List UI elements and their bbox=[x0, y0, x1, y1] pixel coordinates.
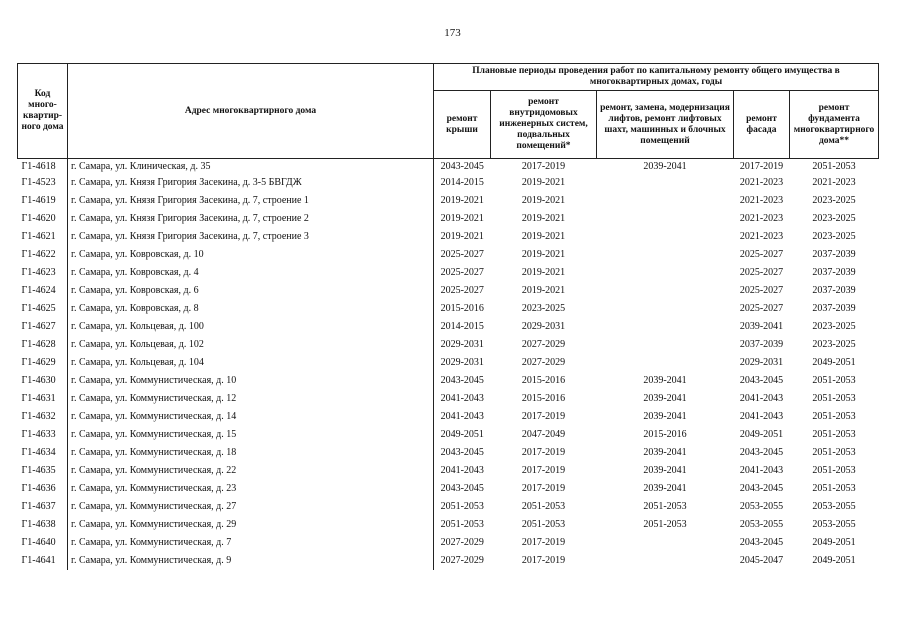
row-address: г. Самара, ул. Ковровская, д. 10 bbox=[68, 246, 434, 264]
row-roof: 2043-2045 bbox=[434, 444, 491, 462]
table-row bbox=[18, 159, 879, 175]
row-systems: 2051-2053 bbox=[521, 501, 566, 512]
row-code: Г1-4635 bbox=[21, 465, 56, 476]
table-row bbox=[18, 318, 879, 336]
row-facade: 2025-2027 bbox=[739, 285, 784, 296]
row-roof: 2049-2051 bbox=[434, 426, 491, 444]
row-address: г. Самара, ул. Коммунистическая, д. 29 bbox=[68, 516, 434, 534]
row-facade: 2049-2051 bbox=[739, 429, 784, 440]
row-lifts bbox=[597, 354, 734, 372]
row-facade: 2041-2043 bbox=[739, 393, 784, 404]
row-code: Г1-4618 bbox=[21, 161, 56, 172]
header-facade: ремонт фасада bbox=[734, 91, 790, 159]
row-lifts: 2039-2041 bbox=[643, 161, 687, 172]
table-row bbox=[18, 354, 879, 372]
row-lifts bbox=[597, 228, 734, 246]
row-facade: 2043-2045 bbox=[739, 375, 784, 386]
row-roof: 2041-2043 bbox=[434, 408, 491, 426]
row-foundation: 2053-2055 bbox=[812, 519, 856, 530]
row-roof: 2041-2043 bbox=[434, 390, 491, 408]
table-row bbox=[18, 300, 879, 318]
row-code: Г1-4625 bbox=[21, 303, 56, 314]
row-code: Г1-4636 bbox=[21, 483, 56, 494]
row-code: Г1-4619 bbox=[21, 195, 56, 206]
row-address: г. Самара, ул. Ковровская, д. 8 bbox=[68, 300, 434, 318]
row-foundation: 2049-2051 bbox=[812, 555, 856, 566]
row-foundation: 2037-2039 bbox=[812, 267, 856, 278]
row-facade: 2017-2019 bbox=[739, 161, 784, 172]
row-code: Г1-4633 bbox=[21, 429, 56, 440]
row-facade: 2021-2023 bbox=[739, 213, 784, 224]
row-foundation: 2051-2053 bbox=[812, 161, 856, 172]
row-code: Г1-4641 bbox=[21, 555, 56, 566]
table-row bbox=[18, 462, 879, 480]
row-address: г. Самара, ул. Кольцевая, д. 100 bbox=[68, 318, 434, 336]
row-systems: 2047-2049 bbox=[521, 429, 566, 440]
row-lifts bbox=[597, 534, 734, 552]
row-address: г. Самара, ул. Коммунистическая, д. 12 bbox=[68, 390, 434, 408]
row-facade: 2025-2027 bbox=[739, 267, 784, 278]
row-lifts: 2051-2053 bbox=[643, 501, 687, 512]
row-foundation: 2023-2025 bbox=[812, 213, 856, 224]
table-row bbox=[18, 516, 879, 534]
row-systems: 2017-2019 bbox=[521, 555, 566, 566]
row-address: г. Самара, ул. Ковровская, д. 4 bbox=[68, 264, 434, 282]
row-lifts bbox=[597, 336, 734, 354]
row-roof: 2019-2021 bbox=[434, 228, 491, 246]
row-address: г. Самара, ул. Ковровская, д. 6 bbox=[68, 282, 434, 300]
row-systems: 2019-2021 bbox=[521, 249, 566, 260]
row-code: Г1-4523 bbox=[21, 177, 56, 188]
row-foundation: 2037-2039 bbox=[812, 249, 856, 260]
row-lifts bbox=[597, 318, 734, 336]
row-roof: 2043-2045 bbox=[434, 372, 491, 390]
row-lifts: 2015-2016 bbox=[643, 429, 687, 440]
row-foundation: 2051-2053 bbox=[812, 375, 856, 386]
row-systems: 2027-2029 bbox=[521, 357, 566, 368]
row-address: г. Самара, ул. Кольцевая, д. 102 bbox=[68, 336, 434, 354]
row-lifts: 2039-2041 bbox=[643, 447, 687, 458]
row-facade: 2021-2023 bbox=[739, 195, 784, 206]
row-code: Г1-4634 bbox=[21, 447, 56, 458]
row-facade: 2041-2043 bbox=[739, 411, 784, 422]
row-systems: 2017-2019 bbox=[521, 447, 566, 458]
row-address: г. Самара, ул. Коммунистическая, д. 7 bbox=[68, 534, 434, 552]
table-row bbox=[18, 246, 879, 264]
table-row bbox=[18, 426, 879, 444]
header-code: Код много-квартир-ного дома bbox=[18, 64, 68, 159]
row-lifts bbox=[597, 174, 734, 192]
row-facade: 2025-2027 bbox=[739, 303, 784, 314]
row-systems: 2051-2053 bbox=[521, 519, 566, 530]
row-facade: 2037-2039 bbox=[739, 339, 784, 350]
row-foundation: 2051-2053 bbox=[812, 429, 856, 440]
table-row bbox=[18, 480, 879, 498]
row-roof: 2027-2029 bbox=[434, 534, 491, 552]
row-facade: 2053-2055 bbox=[739, 519, 784, 530]
header-systems: ремонт внутридомовых инженерных систем, подвальных помещений* bbox=[491, 91, 597, 159]
row-code: Г1-4630 bbox=[21, 375, 56, 386]
row-foundation: 2049-2051 bbox=[812, 537, 856, 548]
row-address: г. Самара, ул. Кольцевая, д. 104 bbox=[68, 354, 434, 372]
row-address: г. Самара, ул. Князя Григория Засекина, д. 7, строение 3 bbox=[68, 228, 434, 246]
row-address: г. Самара, ул. Коммунистическая, д. 27 bbox=[68, 498, 434, 516]
row-address: г. Самара, ул. Коммунистическая, д. 9 bbox=[68, 552, 434, 570]
row-lifts bbox=[597, 264, 734, 282]
row-code: Г1-4637 bbox=[21, 501, 56, 512]
capital-repair-table bbox=[17, 63, 879, 570]
row-lifts bbox=[597, 210, 734, 228]
table-row bbox=[18, 192, 879, 210]
row-facade: 2021-2023 bbox=[739, 177, 784, 188]
row-address: г. Самара, ул. Коммунистическая, д. 23 bbox=[68, 480, 434, 498]
row-systems: 2019-2021 bbox=[521, 195, 566, 206]
row-lifts: 2039-2041 bbox=[643, 465, 687, 476]
row-foundation: 2023-2025 bbox=[812, 195, 856, 206]
table-body bbox=[18, 159, 879, 571]
row-address: г. Самара, ул. Князя Григория Засекина, д. 3-5 БВГДЖ bbox=[68, 174, 434, 192]
row-address: г. Самара, ул. Коммунистическая, д. 15 bbox=[68, 426, 434, 444]
row-code: Г1-4632 bbox=[21, 411, 56, 422]
row-facade: 2025-2027 bbox=[739, 249, 784, 260]
row-code: Г1-4622 bbox=[21, 249, 56, 260]
row-facade: 2029-2031 bbox=[739, 357, 784, 368]
table-row bbox=[18, 390, 879, 408]
row-lifts: 2039-2041 bbox=[643, 411, 687, 422]
row-code: Г1-4640 bbox=[21, 537, 56, 548]
row-foundation: 2023-2025 bbox=[812, 339, 856, 350]
row-systems: 2017-2019 bbox=[521, 161, 566, 172]
row-code: Г1-4638 bbox=[21, 519, 56, 530]
row-lifts: 2039-2041 bbox=[643, 483, 687, 494]
row-roof: 2019-2021 bbox=[434, 210, 491, 228]
header-lifts: ремонт, замена, модернизация лифтов, ремонт лифтовых шахт, машинных и блочных помещений bbox=[597, 91, 734, 159]
row-roof: 2043-2045 bbox=[434, 159, 491, 175]
table-row bbox=[18, 444, 879, 462]
row-foundation: 2049-2051 bbox=[812, 357, 856, 368]
row-address: г. Самара, ул. Коммунистическая, д. 10 bbox=[68, 372, 434, 390]
row-foundation: 2053-2055 bbox=[812, 501, 856, 512]
row-systems: 2017-2019 bbox=[521, 465, 566, 476]
row-lifts bbox=[597, 552, 734, 570]
row-systems: 2019-2021 bbox=[521, 231, 566, 242]
row-roof: 2025-2027 bbox=[434, 282, 491, 300]
row-facade: 2021-2023 bbox=[739, 231, 784, 242]
row-code: Г1-4621 bbox=[21, 231, 56, 242]
row-roof: 2029-2031 bbox=[434, 336, 491, 354]
table-row bbox=[18, 408, 879, 426]
row-roof: 2014-2015 bbox=[434, 318, 491, 336]
row-code: Г1-4623 bbox=[21, 267, 56, 278]
row-lifts: 2039-2041 bbox=[643, 393, 687, 404]
table-row bbox=[18, 336, 879, 354]
row-code: Г1-4629 bbox=[21, 357, 56, 368]
row-roof: 2043-2045 bbox=[434, 480, 491, 498]
row-roof: 2029-2031 bbox=[434, 354, 491, 372]
row-lifts: 2039-2041 bbox=[643, 375, 687, 386]
table-row bbox=[18, 498, 879, 516]
row-lifts bbox=[597, 246, 734, 264]
row-systems: 2017-2019 bbox=[521, 537, 566, 548]
page-number: 173 bbox=[444, 27, 461, 39]
row-foundation: 2023-2025 bbox=[812, 321, 856, 332]
row-code: Г1-4628 bbox=[21, 339, 56, 350]
row-roof: 2051-2053 bbox=[434, 516, 491, 534]
row-systems: 2019-2021 bbox=[521, 213, 566, 224]
row-foundation: 2021-2023 bbox=[812, 177, 856, 188]
row-facade: 2039-2041 bbox=[739, 321, 784, 332]
row-address: г. Самара, ул. Князя Григория Засекина, д. 7, строение 1 bbox=[68, 192, 434, 210]
row-systems: 2019-2021 bbox=[521, 267, 566, 278]
row-systems: 2023-2025 bbox=[521, 303, 566, 314]
table-row bbox=[18, 282, 879, 300]
row-foundation: 2051-2053 bbox=[812, 465, 856, 476]
row-lifts: 2051-2053 bbox=[643, 519, 687, 530]
row-lifts bbox=[597, 192, 734, 210]
row-roof: 2015-2016 bbox=[434, 300, 491, 318]
table-row bbox=[18, 210, 879, 228]
row-systems: 2027-2029 bbox=[521, 339, 566, 350]
row-lifts bbox=[597, 300, 734, 318]
row-facade: 2045-2047 bbox=[739, 555, 784, 566]
header-group: Плановые периоды проведения работ по капитальному ремонту общего имущества в многоквартирных домах, годы bbox=[434, 64, 879, 91]
row-facade: 2041-2043 bbox=[739, 465, 784, 476]
row-roof: 2025-2027 bbox=[434, 264, 491, 282]
row-roof: 2025-2027 bbox=[434, 246, 491, 264]
row-foundation: 2051-2053 bbox=[812, 411, 856, 422]
row-code: Г1-4631 bbox=[21, 393, 56, 404]
row-foundation: 2051-2053 bbox=[812, 393, 856, 404]
row-code: Г1-4620 bbox=[21, 213, 56, 224]
row-roof: 2019-2021 bbox=[434, 192, 491, 210]
header-address: Адрес многоквартирного дома bbox=[68, 64, 434, 159]
row-facade: 2043-2045 bbox=[739, 537, 784, 548]
table-row bbox=[18, 372, 879, 390]
row-facade: 2043-2045 bbox=[739, 483, 784, 494]
row-foundation: 2051-2053 bbox=[812, 447, 856, 458]
row-systems: 2017-2019 bbox=[521, 483, 566, 494]
row-facade: 2053-2055 bbox=[739, 501, 784, 512]
row-address: г. Самара, ул. Коммунистическая, д. 18 bbox=[68, 444, 434, 462]
row-address: г. Самара, ул. Коммунистическая, д. 14 bbox=[68, 408, 434, 426]
row-foundation: 2051-2053 bbox=[812, 483, 856, 494]
table-row bbox=[18, 228, 879, 246]
row-foundation: 2037-2039 bbox=[812, 303, 856, 314]
row-systems: 2029-2031 bbox=[521, 321, 566, 332]
row-code: Г1-4627 bbox=[21, 321, 56, 332]
row-systems: 2015-2016 bbox=[521, 375, 566, 386]
row-code: Г1-4624 bbox=[21, 285, 56, 296]
row-address: г. Самара, ул. Клиническая, д. 35 bbox=[68, 159, 434, 175]
row-foundation: 2037-2039 bbox=[812, 285, 856, 296]
row-systems: 2019-2021 bbox=[521, 177, 566, 188]
row-roof: 2051-2053 bbox=[434, 498, 491, 516]
table-row bbox=[18, 552, 879, 570]
header-roof: ремонт крыши bbox=[434, 91, 491, 159]
table-row bbox=[18, 174, 879, 192]
row-roof: 2041-2043 bbox=[434, 462, 491, 480]
row-systems: 2019-2021 bbox=[521, 285, 566, 296]
row-lifts bbox=[597, 282, 734, 300]
row-facade: 2043-2045 bbox=[739, 447, 784, 458]
row-roof: 2027-2029 bbox=[434, 552, 491, 570]
row-roof: 2014-2015 bbox=[434, 174, 491, 192]
row-address: г. Самара, ул. Коммунистическая, д. 22 bbox=[68, 462, 434, 480]
row-address: г. Самара, ул. Князя Григория Засекина, д. 7, строение 2 bbox=[68, 210, 434, 228]
table-row bbox=[18, 264, 879, 282]
row-systems: 2017-2019 bbox=[521, 411, 566, 422]
table-row bbox=[18, 534, 879, 552]
row-systems: 2015-2016 bbox=[521, 393, 566, 404]
row-foundation: 2023-2025 bbox=[812, 231, 856, 242]
header-foundation: ремонт фундамента многоквартирного дома** bbox=[790, 91, 879, 159]
